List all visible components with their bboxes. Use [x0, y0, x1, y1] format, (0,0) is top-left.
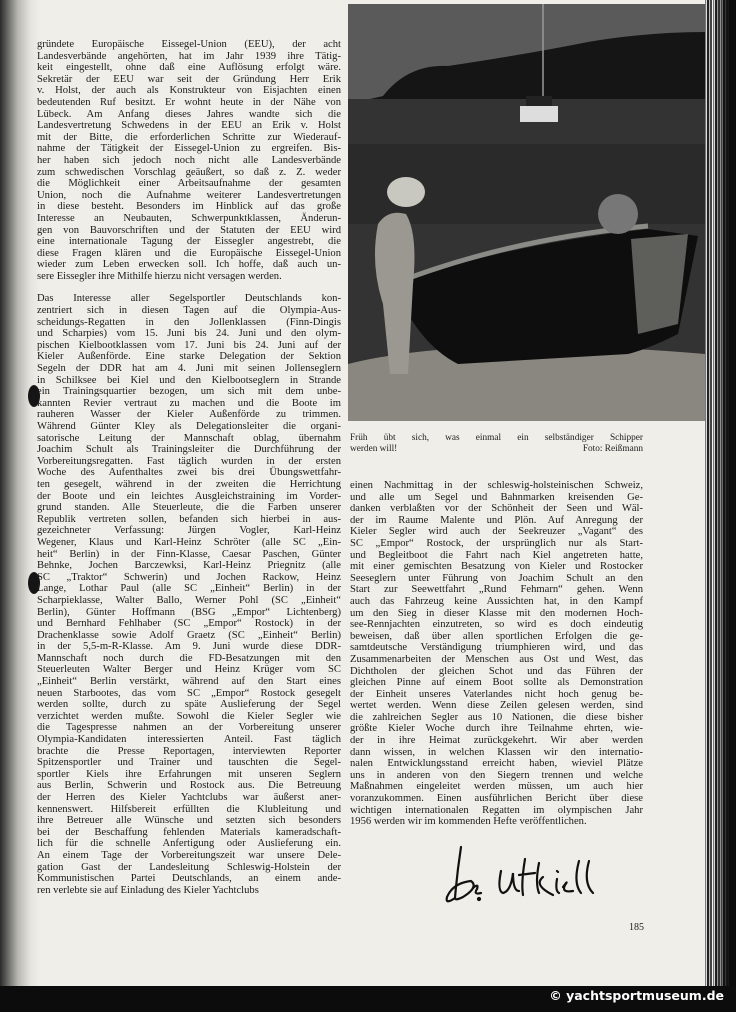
text-line: brachte die Presse Reportagen, interviewten Reporter [37, 745, 341, 757]
photo-credit: Foto: Reißmann [582, 444, 643, 454]
child-figure [387, 177, 425, 207]
text-line: Olympia-Kandidaten interessierten Anteil. Fast täglich [37, 734, 341, 746]
text-line: Landesverbände angehörten, hat im Jahr 1939 ihre Tätig- [37, 50, 341, 62]
text-line: see-Rennjachten einzutreten, so wird es doch eindeutig [350, 619, 643, 631]
text-line: Start zur Seewettfahrt „Rund Fehmarn“ gehen. Wenn [350, 584, 643, 596]
text-line: v. Holst, der auch als Konstrukteur von Eisjachten einen [37, 85, 341, 97]
text-line: wichtigen internationalen Regatten im olympischen Jahr [350, 804, 643, 816]
text-line: Kieler Segler wird auch der Seekreuzer „Vagant“ des [350, 526, 643, 538]
left-text-column [37, 39, 341, 896]
text-line: einen Nachmittag in der schleswig-holsteinischen Schweiz, [350, 480, 643, 491]
text-line: in Schilksee bei Kiel und den Kielbootseglern in Strande [37, 374, 341, 386]
text-line: lich für die schnelle Anfertigung oder Auslieferung ein. [37, 838, 341, 850]
text-line: kannten Revier vertraut zu machen und die Boote im [37, 397, 341, 409]
handwritten-signature [443, 843, 613, 908]
text-line: bei der Beschaffung fehlenden Materials kameradschaft- [37, 826, 341, 838]
text-line: neuen Starbootes, das vom SC „Empor“ Rostock gesegelt [37, 687, 341, 699]
photo-image [348, 4, 705, 421]
text-line: „Einheit“ Berlin verstärkt, während auf den Start eines [37, 676, 341, 688]
text-line: und Bernhard Fehlhaber (SC „Empor“ Rostock) in der [37, 618, 341, 630]
text-line: her haben sich jedoch noch nicht alle Landesverbände [37, 154, 341, 166]
text-line: in diese besteht. Besonders im Hinblick auf das große [37, 201, 341, 213]
text-line: gezeichneter Verfassung: Jürgen Vogler, Karl-Heinz [37, 525, 341, 537]
text-line: rauheren Wasser der Kieler Außenförde zu trimmen. [37, 409, 341, 421]
text-line: um den Sieg in dieser Klasse mit den modernen Hoch- [350, 607, 643, 619]
text-line: kennenswert. Hilfsbereit erfüllten die Klubleitung und [37, 803, 341, 815]
text-line: Lübeck. Am Anfang dieses Jahres wandte sich die [37, 108, 341, 120]
paragraph-gap [37, 282, 341, 293]
photo-caption [350, 433, 643, 455]
text-line: danken verblaßten vor der Schönheit der Seen und Wäl- [350, 503, 643, 515]
text-line: samtdeutsche Verständigung triumphieren wird, und das [350, 642, 643, 654]
text-line: beweisen, daß über allen sportlichen Erfolgen die ge- [350, 630, 643, 642]
text-line: Kieler Außenförde. Eine starke Delegation der Sektion [37, 351, 341, 363]
text-line: und Begleitboot die Fahrt nach Kiel angetreten hatte, [350, 549, 643, 561]
text-line: Lange, Lothar Paul (alle SC „Einheit“ Berlin) in der [37, 583, 341, 595]
caption-text: werden will! [350, 444, 398, 454]
text-line: bedeutenden Ruf besitzt. Er wohnt heute in der Nähe von [37, 96, 341, 108]
text-line: die Möglichkeit einer Arbeitsaufnahme der gesamten [37, 178, 341, 190]
text-line: sere Eissegler ihre Mithilfe hierzu nicht versagen werden. [37, 270, 282, 282]
text-line: Segeln der DDR hat am 4. Juni mit seinen Jollenseglern [37, 363, 341, 375]
text-line: uns in anderen von den Siegern trennen und welche [350, 769, 643, 781]
text-line: zum schwedischen Vorschlag geäußert, so daß z. Z. weder [37, 166, 341, 178]
page-stack-edge [704, 0, 736, 986]
text-line: Dichtholen der gleichen Schot und das Führen der [350, 665, 643, 677]
text-line: nahme der Tätigkeit der Eissegel-Union zu ergreifen. Bis- [37, 143, 341, 155]
text-line: heit“ Berlin) in der Finn-Klasse, Caesar Paschen, Günter [37, 548, 341, 560]
text-line: die Tagespresse nahmen an der Vorbereitung unserer [37, 722, 341, 734]
text-line: dann wissen, in welchen Klassen wir den internatio- [350, 746, 643, 758]
text-line: grund standen. Alle Steuerleute, die die Farben unserer [37, 502, 341, 514]
text-line: Maßnahmen eingeleitet werden müssen, um auch hier [350, 781, 643, 793]
text-line: der Einheit unseres Vaterlandes nicht hoch genug be- [350, 688, 643, 700]
text-line: Während Günter Kley als Delegationsleiter die organi- [37, 421, 341, 432]
text-line: und Scharpies) vom 15. Juni bis 24. Juni und den olym- [37, 328, 341, 340]
photo-child-with-boat [348, 4, 705, 421]
text-line: eine internationale Tagung der Eissegler angestrebt, die [37, 236, 341, 248]
text-line: mit einer gemischten Besatzung von Kieler und Rostocker [350, 561, 643, 573]
right-text-column [350, 480, 643, 828]
page-number: 185 [629, 922, 644, 933]
text-line: nalen Entwicklungsstand erreicht haben, wieviel Plätze [350, 758, 643, 770]
text-line: gen von Bauvorschriften und der Statuten der EEU wird [37, 224, 341, 236]
text-line: SC „Empor“ Rostock, der ursprünglich nur als Start- [350, 537, 643, 549]
text-line: Wegener, Klaus und Karl-Heinz Schröter (alle SC „Ein- [37, 536, 341, 548]
text-line: Behnke, Jochen Barczewksi, Karl-Heinz Priegnitz (alle [37, 560, 341, 572]
text-line: Joachim Schult als Trainingsleiter die Durchführung der [37, 444, 341, 456]
text-line: An einem Tage der Vorbereitungszeit war unsere Dele- [37, 849, 341, 861]
text-line: Seeseglern unter Führung von Joachim Schult an den [350, 572, 643, 584]
text-line: gation Gast der Landesleitung Schleswig-Holstein der [37, 861, 341, 873]
text-line: keit eingestellt, ohne daß eine Auflösung erfolgt wäre. [37, 62, 341, 74]
text-line: der in ihre Heimat zurückgekehrt. Wir aber werden [350, 735, 643, 747]
text-line: der Herren des Kieler Yachtclubs war äußerst aner- [37, 792, 341, 803]
text-line: Steuerleuten Walter Berger und Heinz Krüger vom SC [37, 664, 341, 676]
text-line: SC „Traktor“ Schwerin) und Jochen Rackow, Heinz [37, 571, 341, 583]
text-line: ten gesegelt, während in der zweiten die Herrichtung [37, 478, 341, 490]
text-line: pischen Kielbootklassen vom 17. Juni bis 24. Juni auf der [37, 339, 341, 351]
text-line: aus Berlin, Schwerin und Rostock aus. Die Betreuung [37, 780, 341, 792]
text-line: gründete Europäische Eissegel-Union (EEU), der acht [37, 39, 341, 50]
watermark: © yachtsportmuseum.de [549, 988, 724, 1003]
text-line: auch das Fahrzeug keine Aussichten hat, in den Kampf [350, 595, 643, 607]
text-line: in der 5,5-m-R-Klasse. Am 9. Juni wurde diese DDR- [37, 641, 341, 653]
text-line: satorische Leitung der Mannschaft oblag, übernahm [37, 432, 341, 444]
text-line: Drachenklasse sowie Adolf Graetz (SC „Einheit“ Berlin) [37, 629, 341, 641]
text-line: mit der Bitte, die erforderlichen Schritte zur Wiederauf- [37, 131, 341, 143]
text-line: die zahlreichen Segler aus 10 Nationen, die diese bisher [350, 711, 643, 723]
text-line: Woche des Aufenthaltes zwei bis drei Übungswettfahr- [37, 467, 341, 479]
text-line: gleichen Pinne auf einem Boot sollte als Demonstration [350, 677, 643, 689]
text-line: scheidungs-Regatten in den Jollenklassen (Finn-Dingis [37, 316, 341, 328]
text-line: und alle um Segel und Bahnmarken kreisenden Ge- [350, 491, 643, 503]
text-line: werden sollte, durch zu späte Auslieferung der Segel [37, 699, 341, 711]
text-line: Berlin), Günter Hoffmann (BSG „Empor“ Lichtenberg) [37, 606, 341, 618]
text-line: Sekretär der EEU war seit der Gründung Herr Erik [37, 73, 341, 85]
text-line: sportler Kiels ihre Erfahrungen mit unseren Seglern [37, 768, 341, 780]
text-line: Landesvertretung Schwedens in der EEU an Erik v. Holst [37, 120, 341, 132]
distant-sailboat [520, 106, 558, 122]
text-line: größte Kieler Woche durch ihre Teilnahme ehrten, wie- [350, 723, 643, 735]
text-line: Kommunistischen Partei Deutschlands, an einem ande- [37, 873, 341, 885]
text-line: wertet werden. Wenn diese Zeilen gelesen werden, sind [350, 700, 643, 712]
text-line: ein Trainingsquartier bezogen, um sich mit dem unbe- [37, 386, 341, 398]
caption-text: Früh übt sich, was einmal ein selbständiger Schipper [350, 433, 643, 443]
text-line: ren verlebte sie auf Einladung des Kieler Yachtclubs [37, 884, 259, 896]
text-line: der Boote und ein leichtes Ausgleichstraining im Vorder- [37, 490, 341, 502]
text-line: verzichtet werden mußte. Sowohl die Kieler Segler wie [37, 710, 341, 722]
text-line: Zusammenarbeiten der Menschen aus Ost und West, das [350, 653, 643, 665]
text-line: Mannschaft noch durch die FD-Besatzungen mit den [37, 652, 341, 664]
text-line: Vorbereitungsregatten. Fast täglich wurden in der ersten [37, 455, 341, 467]
text-line: voranzukommen. Einen ausführlichen Bericht über diese [350, 793, 643, 805]
text-line: Republik vertreten sollen, befanden sich hierbei in aus- [37, 513, 341, 525]
text-line: Interesse an Neubauten, Schwerpunktklassen, Änderun- [37, 212, 341, 224]
text-line: Das Interesse aller Segelsportler Deutschlands kon- [37, 293, 341, 305]
text-line: zentriert sich in diesen Tagen auf die Olympia-Aus- [37, 305, 341, 317]
text-line: 1956 werden wir im kommenden Hefte veröffentlichen. [350, 816, 587, 828]
text-line: ihre Betreuer alle Wünsche und setzten sich besonders [37, 815, 341, 827]
text-line: Scharpieklasse, Walter Ballo, Werner Pohl (SC „Einheit“ [37, 594, 341, 606]
text-line: Spitzensportler und Trainer und tauschten die Segel- [37, 757, 341, 769]
text-line: diese Fragen klären und die Europäische Eissegel-Union [37, 247, 341, 259]
text-line: der im Raume Malente und Plön. Auf Anregung der [350, 514, 643, 526]
text-line: Union, noch die Aufnahme weiterer Landesvertretungen [37, 189, 341, 201]
text-line: wieder zum Leben erwecken soll. Ich hoffe, daß auch un- [37, 259, 341, 271]
